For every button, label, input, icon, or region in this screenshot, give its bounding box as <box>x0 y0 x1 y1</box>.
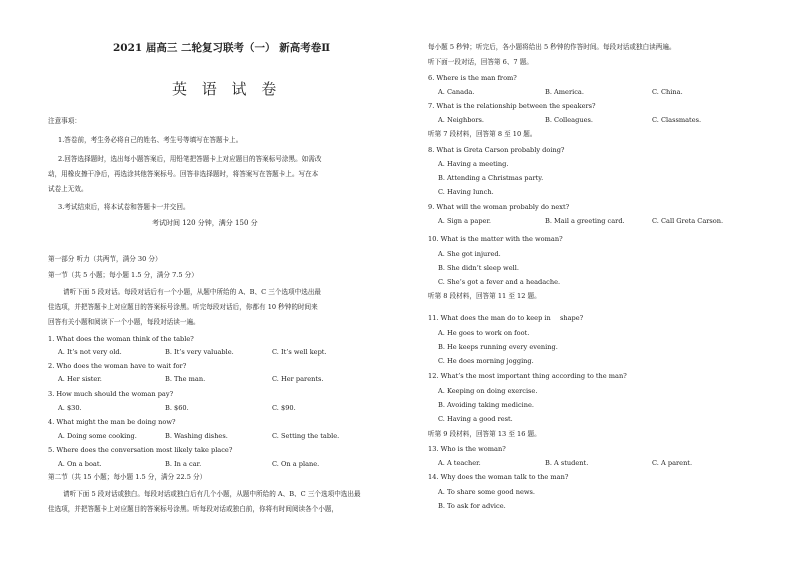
option: B. A student. <box>545 459 589 467</box>
option: B. She didn’t sleep well. <box>438 264 519 272</box>
option: C. $90. <box>272 404 296 412</box>
option: A. Doing some cooking. <box>58 432 137 440</box>
exam-header: 2021 届高三 二轮复习联考（一） 新高考卷Ⅱ <box>113 42 331 54</box>
question: 13. Who is the woman? <box>428 445 506 453</box>
instruction-line: 回答有关小题和阅读下一个小题，每段对话读一遍。 <box>48 318 200 326</box>
material-heading: 听第 8 段材料，回答第 11 至 12 题。 <box>428 292 541 300</box>
option: B. Mail a greeting card. <box>545 217 625 225</box>
page-title: 英 语 试 卷 <box>172 80 282 98</box>
instruction-line: 听下面一段对话，回答第 6、7 题。 <box>428 58 533 66</box>
option: A. It’s not very old. <box>58 348 122 356</box>
question-continuation: shape? <box>560 314 584 322</box>
option: C. Her parents. <box>272 375 324 383</box>
option: A. Canada. <box>438 88 475 96</box>
question: 7. What is the relationship between the speakers? <box>428 102 596 110</box>
instruction-line: 请听下面 5 段对话或独白。每段对话或独白后有几个小题，从题中所给的 A、B、C 三个选项中选出最 <box>63 490 361 498</box>
option: A. On a boat. <box>58 460 102 468</box>
question: 8. What is Greta Carson probably doing? <box>428 146 565 154</box>
question: 14. Why does the woman talk to the man? <box>428 473 569 481</box>
question: 3. How much should the woman pay? <box>48 390 174 398</box>
exam-time: 考试时间 120 分钟，满分 150 分 <box>152 219 258 227</box>
option: B. Colleagues. <box>545 116 593 124</box>
option: C. Having a good rest. <box>438 415 513 423</box>
option: C. A parent. <box>652 459 693 467</box>
question: 12. What’s the most important thing according to the man? <box>428 372 627 380</box>
option: C. She’s got a fever and a headache. <box>438 278 561 286</box>
option: B. Attending a Christmas party. <box>438 174 544 182</box>
material-heading: 听第 9 段材料，回答第 13 至 16 题。 <box>428 430 541 438</box>
option: C. Classmates. <box>652 116 702 124</box>
section-heading: 第二节（共 15 小题；每小题 1.5 分，满分 22.5 分） <box>48 473 207 481</box>
option: B. To ask for advice. <box>438 502 506 510</box>
notice-line: 动，用橡皮擦干净后，再选涂其他答案标号。回答非选择题时，将答案写在答题卡上。写在本 <box>48 170 319 178</box>
option: B. Avoiding taking medicine. <box>438 401 535 409</box>
option: B. In a car. <box>165 460 202 468</box>
option: C. It’s well kept. <box>272 348 327 356</box>
question: 10. What is the matter with the woman? <box>428 235 563 243</box>
option: A. She got injured. <box>438 250 501 258</box>
option: B. Washing dishes. <box>165 432 228 440</box>
notice-heading: 注意事项： <box>48 117 81 125</box>
notice-line: 1.答卷前，考生务必将自己的姓名、考生号等填写在答题卡上。 <box>58 136 243 144</box>
option: B. It’s very valuable. <box>165 348 234 356</box>
option: C. China. <box>652 88 683 96</box>
option: A. Having a meeting. <box>438 160 509 168</box>
notice-line: 3.考试结束后，将本试卷和答题卡一并交回。 <box>58 203 190 211</box>
question: 4. What might the man be doing now? <box>48 418 176 426</box>
material-heading: 听第 7 段材料，回答第 8 至 10 题。 <box>428 130 537 138</box>
option: A. Sign a paper. <box>438 217 491 225</box>
section-heading: 第一节（共 5 小题；每小题 1.5 分，满分 7.5 分） <box>48 271 198 279</box>
option: A. Keeping on doing exercise. <box>438 387 538 395</box>
option: A. A teacher. <box>438 459 481 467</box>
option: A. He goes to work on foot. <box>438 329 530 337</box>
option: B. $60. <box>165 404 189 412</box>
option: A. To share some good news. <box>438 488 535 496</box>
instruction-line: 佳选项，并把答题卡上对应题目的答案标号涂黑。听每段对话或独白前，你将有时间阅读各个小题， <box>48 505 339 513</box>
notice-line: 试卷上无效。 <box>48 185 88 193</box>
part-heading: 第一部分 听力（共两节，满分 30 分） <box>48 255 162 263</box>
option: B. The man. <box>165 375 206 383</box>
option: C. Having lunch. <box>438 188 494 196</box>
option: C. Setting the table. <box>272 432 340 440</box>
option: C. He does morning jogging. <box>438 357 534 365</box>
instruction-line: 请听下面 5 段对话。每段对话后有一个小题，从题中所给的 A、B、C 三个选项中选出最 <box>63 288 322 296</box>
question: 1. What does the woman think of the table? <box>48 335 194 343</box>
option: A. Neighbors. <box>438 116 485 124</box>
question: 5. Where does the conversation most likely take place? <box>48 446 233 454</box>
question: 9. What will the woman probably do next? <box>428 203 570 211</box>
option: A. $30. <box>58 404 82 412</box>
notice-line: 2.回答选择题时，选出每小题答案后，用铅笔把答题卡上对应题目的答案标号涂黑。如需改 <box>58 155 322 163</box>
question: 6. Where is the man from? <box>428 74 517 82</box>
option: B. He keeps running every evening. <box>438 343 558 351</box>
option: A. Her sister. <box>58 375 102 383</box>
instruction-line: 每小题 5 秒钟；听完后，各小题将给出 5 秒钟的作答时间。每段对话或独白读两遍。 <box>428 43 676 51</box>
instruction-line: 佳选项，并把答题卡上对应题目的答案标号涂黑。听完每段对话后，你都有 10 秒钟的时间来 <box>48 303 318 311</box>
question: 2. Who does the woman have to wait for? <box>48 362 187 370</box>
option: C. On a plane. <box>272 460 320 468</box>
option: B. America. <box>545 88 584 96</box>
option: C. Call Greta Carson. <box>652 217 724 225</box>
question: 11. What does the man do to keep in <box>428 314 551 322</box>
